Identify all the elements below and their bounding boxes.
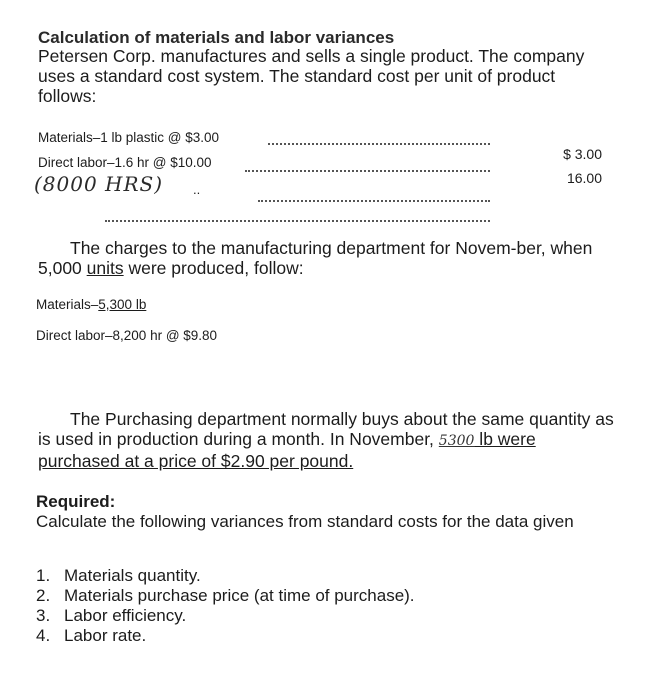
- page-title: Calculation of materials and labor variances: [38, 28, 395, 47]
- charges-paragraph: The charges to the manufacturing department for Novem-ber, when 5,000 units were produced, follow:: [38, 238, 593, 278]
- handwritten-note: (8000 HRS): [34, 172, 164, 196]
- list-item: 1. Materials quantity.: [36, 566, 201, 585]
- handwritten-dots: ..: [193, 182, 201, 197]
- labor-charge: Direct labor–8,200 hr @ $9.80: [36, 328, 218, 343]
- list-item: 3. Labor efficiency.: [36, 606, 187, 625]
- materials-standard-amount: $ 3.00: [563, 146, 602, 162]
- materials-standard-label: Materials–1 lb plastic @ $3.00: [38, 130, 220, 145]
- leader-dots: [105, 220, 490, 222]
- required-text: Calculate the following variances from standard costs for the data given: [36, 512, 574, 531]
- purchasing-paragraph: The Purchasing department normally buys about the same quantity as is used in production during a month. In November, 5300 lb were purchased at a price of $2.90 per pound.: [38, 409, 614, 471]
- required-heading: Required:: [36, 492, 116, 511]
- list-item: 4. Labor rate.: [36, 626, 147, 645]
- leader-dots: [268, 143, 490, 145]
- leader-dots: [245, 170, 490, 172]
- list-item: 2. Materials purchase price (at time of purchase).: [36, 586, 415, 605]
- labor-standard-amount: 16.00: [566, 170, 602, 186]
- intro-paragraph: Petersen Corp. manufactures and sells a single product. The company uses a standard cost system. The standard cost per unit of product follows:: [38, 46, 585, 106]
- materials-charge: Materials–5,300 lb: [36, 297, 147, 312]
- leader-dots: [258, 200, 490, 202]
- labor-standard-label: Direct labor–1.6 hr @ $10.00: [38, 155, 212, 170]
